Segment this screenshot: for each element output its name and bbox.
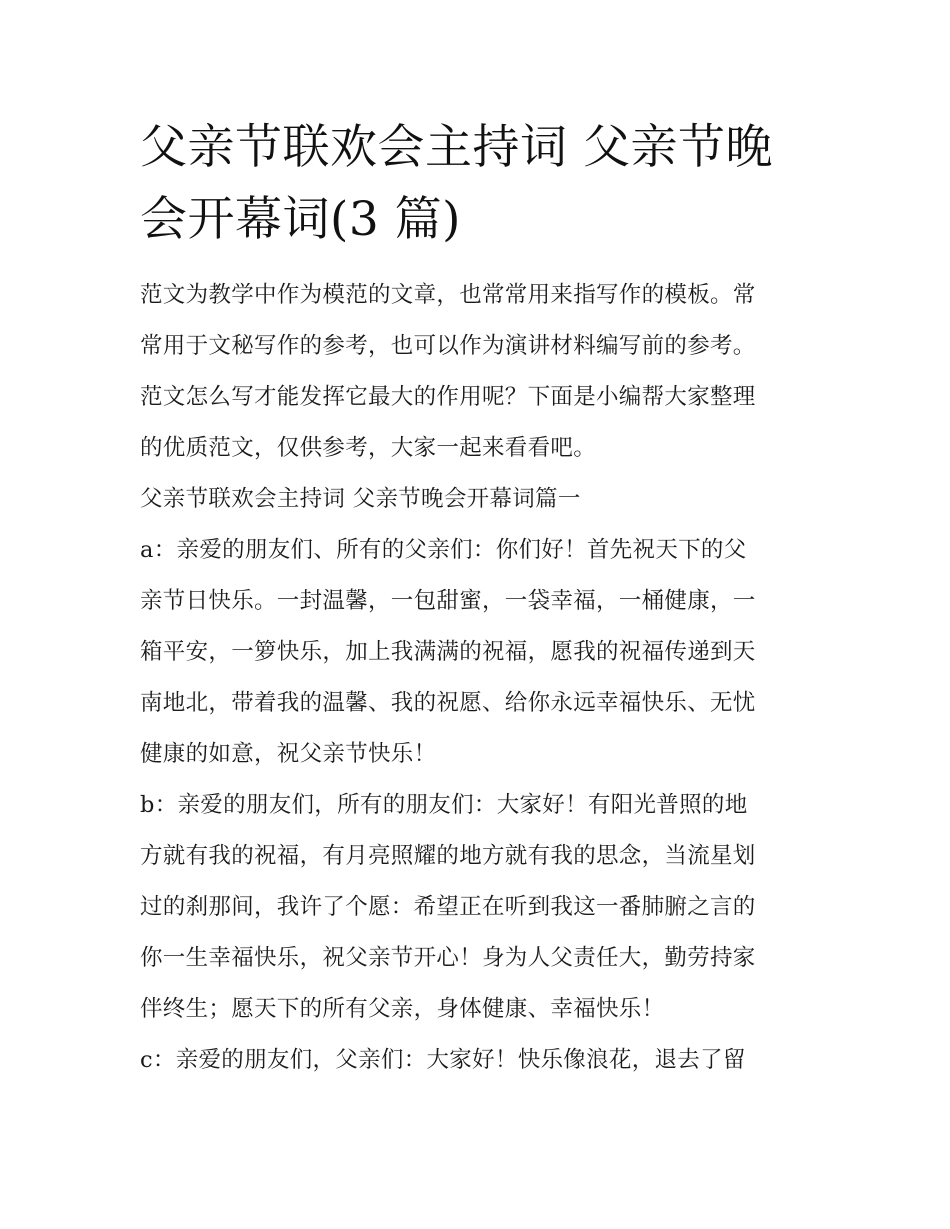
host-b-paragraph: b：亲爱的朋友们，所有的朋友们：大家好！有阳光普照的地 方就有我的祝福，有月亮照耀的地方就有我的思念，当流星划 过的刹那间，我许了个愿：希望正在听到我这一番肺腑之言的 你一生幸福快乐，祝父亲节开心！身为人父责任大，勤劳持家 伴终生；愿天下的所有父亲，身体健康、幸福快乐！: [140, 792, 756, 1022]
intro-paragraph: 范文为教学中作为模范的文章，也常常用来指写作的模板。常 常用于文秘写作的参考，也可以作为演讲材料编写前的参考。 范文怎么写才能发挥它最大的作用呢？下面是小编帮大家整理 的优质范文，仅供参考，大家一起来看看吧。: [140, 282, 756, 461]
host-a-paragraph: a：亲爱的朋友们、所有的父亲们：你们好！首先祝天下的父 亲节日快乐。一封温馨，一包甜蜜，一袋幸福，一桶健康，一 箱平安，一箩快乐，加上我满满的祝福，愿我的祝福传递到天 南地北，带着我的温馨、我的祝愿、给你永远幸福快乐、无忧 健康的如意，祝父亲节快乐！: [140, 537, 756, 767]
document-page: [140, 112, 812, 1086]
document-title: 父亲节联欢会主持词 父亲节晚 会开幕词(3 篇): [140, 120, 773, 247]
host-c-paragraph: c：亲爱的朋友们，父亲们：大家好！快乐像浪花，退去了留: [140, 1047, 746, 1073]
section-heading: 父亲节联欢会主持词 父亲节晚会开幕词篇一: [140, 486, 581, 512]
